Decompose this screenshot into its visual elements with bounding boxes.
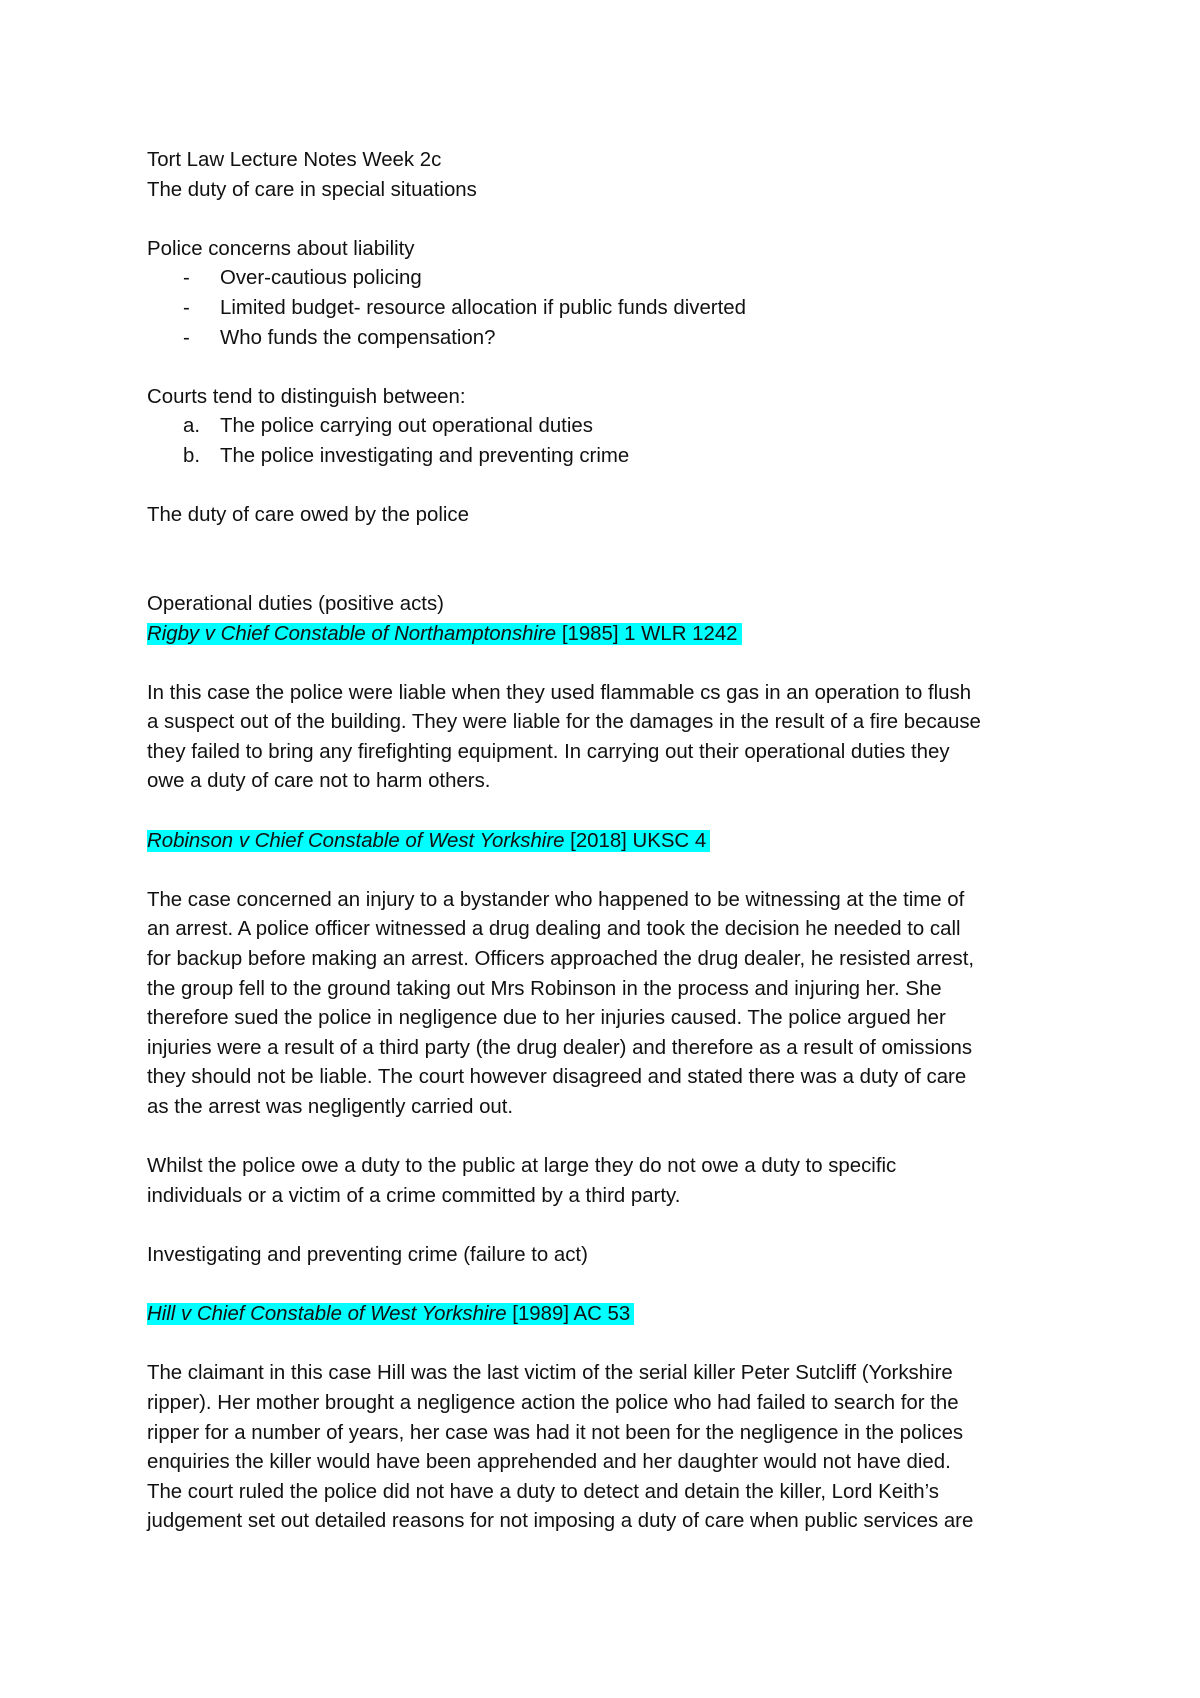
paragraph-line: the group fell to the ground taking out Mrs Robinson in the process and injuring her. She — [147, 977, 942, 1000]
paragraph-line: ripper for a number of years, her case was had it not been for the negligence in the polices — [147, 1421, 964, 1444]
spacer — [147, 205, 1077, 235]
investigating-heading: Investigating and preventing crime (failure to act) — [147, 1243, 588, 1266]
concerns-heading: Police concerns about liability — [147, 237, 415, 260]
list-item: - Limited budget- resource allocation if public funds diverted — [147, 294, 1077, 324]
spacer — [147, 649, 1077, 679]
paragraph-line: ripper). Her mother brought a negligence action the police who had failed to search for the — [147, 1391, 959, 1414]
hill-paragraph — [147, 1359, 1077, 1537]
dash-marker: - — [183, 296, 190, 319]
hill-case-citation — [147, 1300, 1077, 1330]
paragraph-line: enquiries the killer would have been apprehended and her daughter would not have died. — [147, 1451, 951, 1474]
letter-marker: a. — [183, 415, 201, 438]
distinguish-heading: Courts tend to distinguish between: — [147, 385, 466, 408]
spacer — [147, 1123, 1077, 1153]
spacer — [147, 531, 1077, 590]
spacer — [147, 856, 1077, 886]
spacer — [147, 1271, 1077, 1301]
letter-marker: b. — [183, 444, 201, 467]
list-item: b. The police investigating and preventing crime — [147, 442, 1077, 472]
case-reference: [2018] UKSC 4 — [564, 829, 707, 852]
list-item: - Over-cautious policing — [147, 264, 1077, 294]
paragraph-line: The claimant in this case Hill was the last victim of the serial killer Peter Sutcliff (Yorkshire — [147, 1362, 953, 1385]
paragraph-line: owe a duty of care not to harm others. — [147, 770, 491, 793]
paragraph-line: therefore sued the police in negligence due to her injuries caused. The police argued her — [147, 1007, 946, 1030]
spacer — [147, 797, 1077, 827]
list-item: a. The police carrying out operational duties — [147, 412, 1077, 442]
robinson-paragraph — [147, 886, 1077, 1123]
paragraph-line: an arrest. A police officer witnessed a drug dealing and took the decision he needed to call — [147, 918, 961, 941]
case-name: Rigby v Chief Constable of Northamptonshire — [147, 622, 557, 645]
rigby-case-citation — [147, 620, 1077, 650]
dash-marker: - — [183, 326, 190, 349]
rigby-paragraph — [147, 679, 1077, 797]
paragraph-line: individuals or a victim of a crime committed by a third party. — [147, 1184, 681, 1207]
paragraph-line: a suspect out of the building. They were liable for the damages in the result of a fire because — [147, 711, 981, 734]
highlighted-citation — [147, 830, 710, 852]
paragraph-line: as the arrest was negligently carried out. — [147, 1096, 514, 1118]
paragraph-line: they should not be liable. The court however disagreed and stated there was a duty of care — [147, 1066, 967, 1089]
case-name: Robinson v Chief Constable of West Yorkshire — [147, 829, 565, 852]
duty-heading: The duty of care owed by the police — [147, 504, 469, 527]
spacer — [147, 1211, 1077, 1241]
robinson-case-citation — [147, 827, 1077, 857]
paragraph-line: for backup before making an arrest. Officers approached the drug dealer, he resisted arrest, — [147, 948, 975, 971]
paragraph-line: they failed to bring any firefighting equipment. In carrying out their operational duties they — [147, 740, 950, 763]
case-reference: [1989] AC 53 — [506, 1303, 631, 1326]
distinguish-list — [147, 412, 1077, 471]
paragraph-line: The case concerned an injury to a bystander who happened to be witnessing at the time of — [147, 888, 965, 911]
concerns-list — [147, 264, 1077, 353]
operational-heading: Operational duties (positive acts) — [147, 592, 444, 615]
paragraph-line: In this case the police were liable when they used flammable cs gas in an operation to flush — [147, 681, 972, 704]
dash-marker: - — [183, 267, 190, 290]
spacer — [147, 472, 1077, 502]
public-duty-paragraph — [147, 1152, 1077, 1211]
paragraph-line: injuries were a result of a third party (the drug dealer) and therefore as a result of omissions — [147, 1036, 973, 1059]
case-reference: [1985] 1 WLR 1242 — [556, 622, 738, 645]
list-item: - Who funds the compensation? — [147, 324, 1077, 354]
spacer — [147, 1330, 1077, 1360]
spacer — [147, 353, 1077, 383]
case-name: Hill v Chief Constable of West Yorkshire — [147, 1303, 507, 1326]
document-page — [147, 146, 1077, 1537]
highlighted-citation — [147, 623, 742, 645]
paragraph-line: Whilst the police owe a duty to the public at large they do not owe a duty to specific — [147, 1155, 897, 1178]
highlighted-citation — [147, 1303, 634, 1325]
document-title: Tort Law Lecture Notes Week 2c — [147, 149, 442, 171]
paragraph-line: The court ruled the police did not have a duty to detect and detain the killer, Lord Keith’s — [147, 1480, 939, 1503]
document-subtitle: The duty of care in special situations — [147, 178, 477, 201]
paragraph-line: judgement set out detailed reasons for not imposing a duty of care when public services are — [147, 1510, 974, 1533]
